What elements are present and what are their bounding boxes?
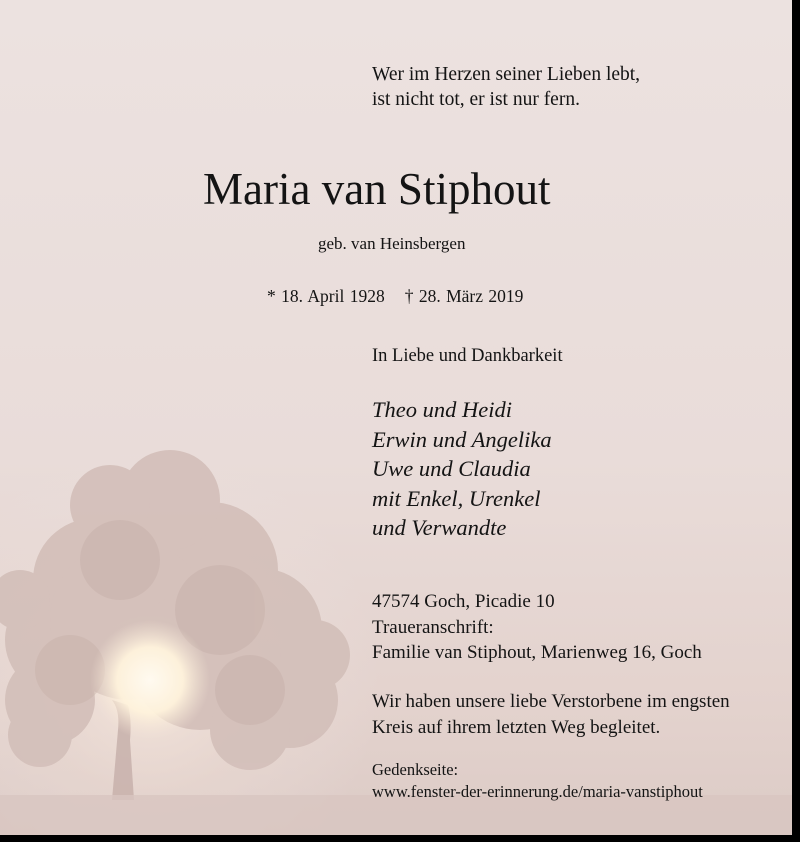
mourning-address: Familie van Stiphout, Marienweg 16, Goch	[372, 642, 702, 663]
address-block	[372, 589, 702, 666]
motto-line-2: ist nicht tot, er ist nur fern.	[372, 89, 580, 110]
birth-name: geb. van Heinsbergen	[318, 234, 466, 253]
memorial-page	[372, 759, 703, 803]
mourner-line: Uwe und Claudia	[372, 456, 531, 481]
mourning-address-label: Traueranschrift:	[372, 616, 494, 638]
deceased-name: Maria van Stiphout	[203, 164, 551, 214]
mourners-list	[372, 395, 552, 543]
residence-address: 47574 Goch, Picadie 10	[372, 591, 555, 612]
death-date: † 28. März 2019	[404, 286, 524, 306]
memorial-url[interactable]: www.fenster-der-erinnerung.de/maria-vanstiphout	[372, 782, 703, 801]
birth-date: * 18. April 1928	[267, 286, 385, 306]
notice-line-2: Kreis auf ihrem letzten Weg begleitet.	[372, 716, 661, 738]
motto-line-1: Wer im Herzen seiner Lieben lebt,	[372, 64, 641, 85]
motto-quote	[372, 62, 640, 112]
funeral-notice	[372, 689, 730, 740]
mourner-line: Erwin und Angelika	[372, 426, 552, 452]
mourners-intro: In Liebe und Dankbarkeit	[372, 346, 563, 366]
mourner-line: mit Enkel, Urenkel	[372, 485, 541, 511]
notice-line-1: Wir haben unsere liebe Verstorbene im engsten	[372, 691, 730, 712]
mourner-line: Theo und Heidi	[372, 397, 512, 422]
memorial-label: Gedenkseite:	[372, 760, 459, 779]
life-dates	[267, 285, 523, 307]
mourner-line: und Verwandte	[372, 515, 507, 540]
